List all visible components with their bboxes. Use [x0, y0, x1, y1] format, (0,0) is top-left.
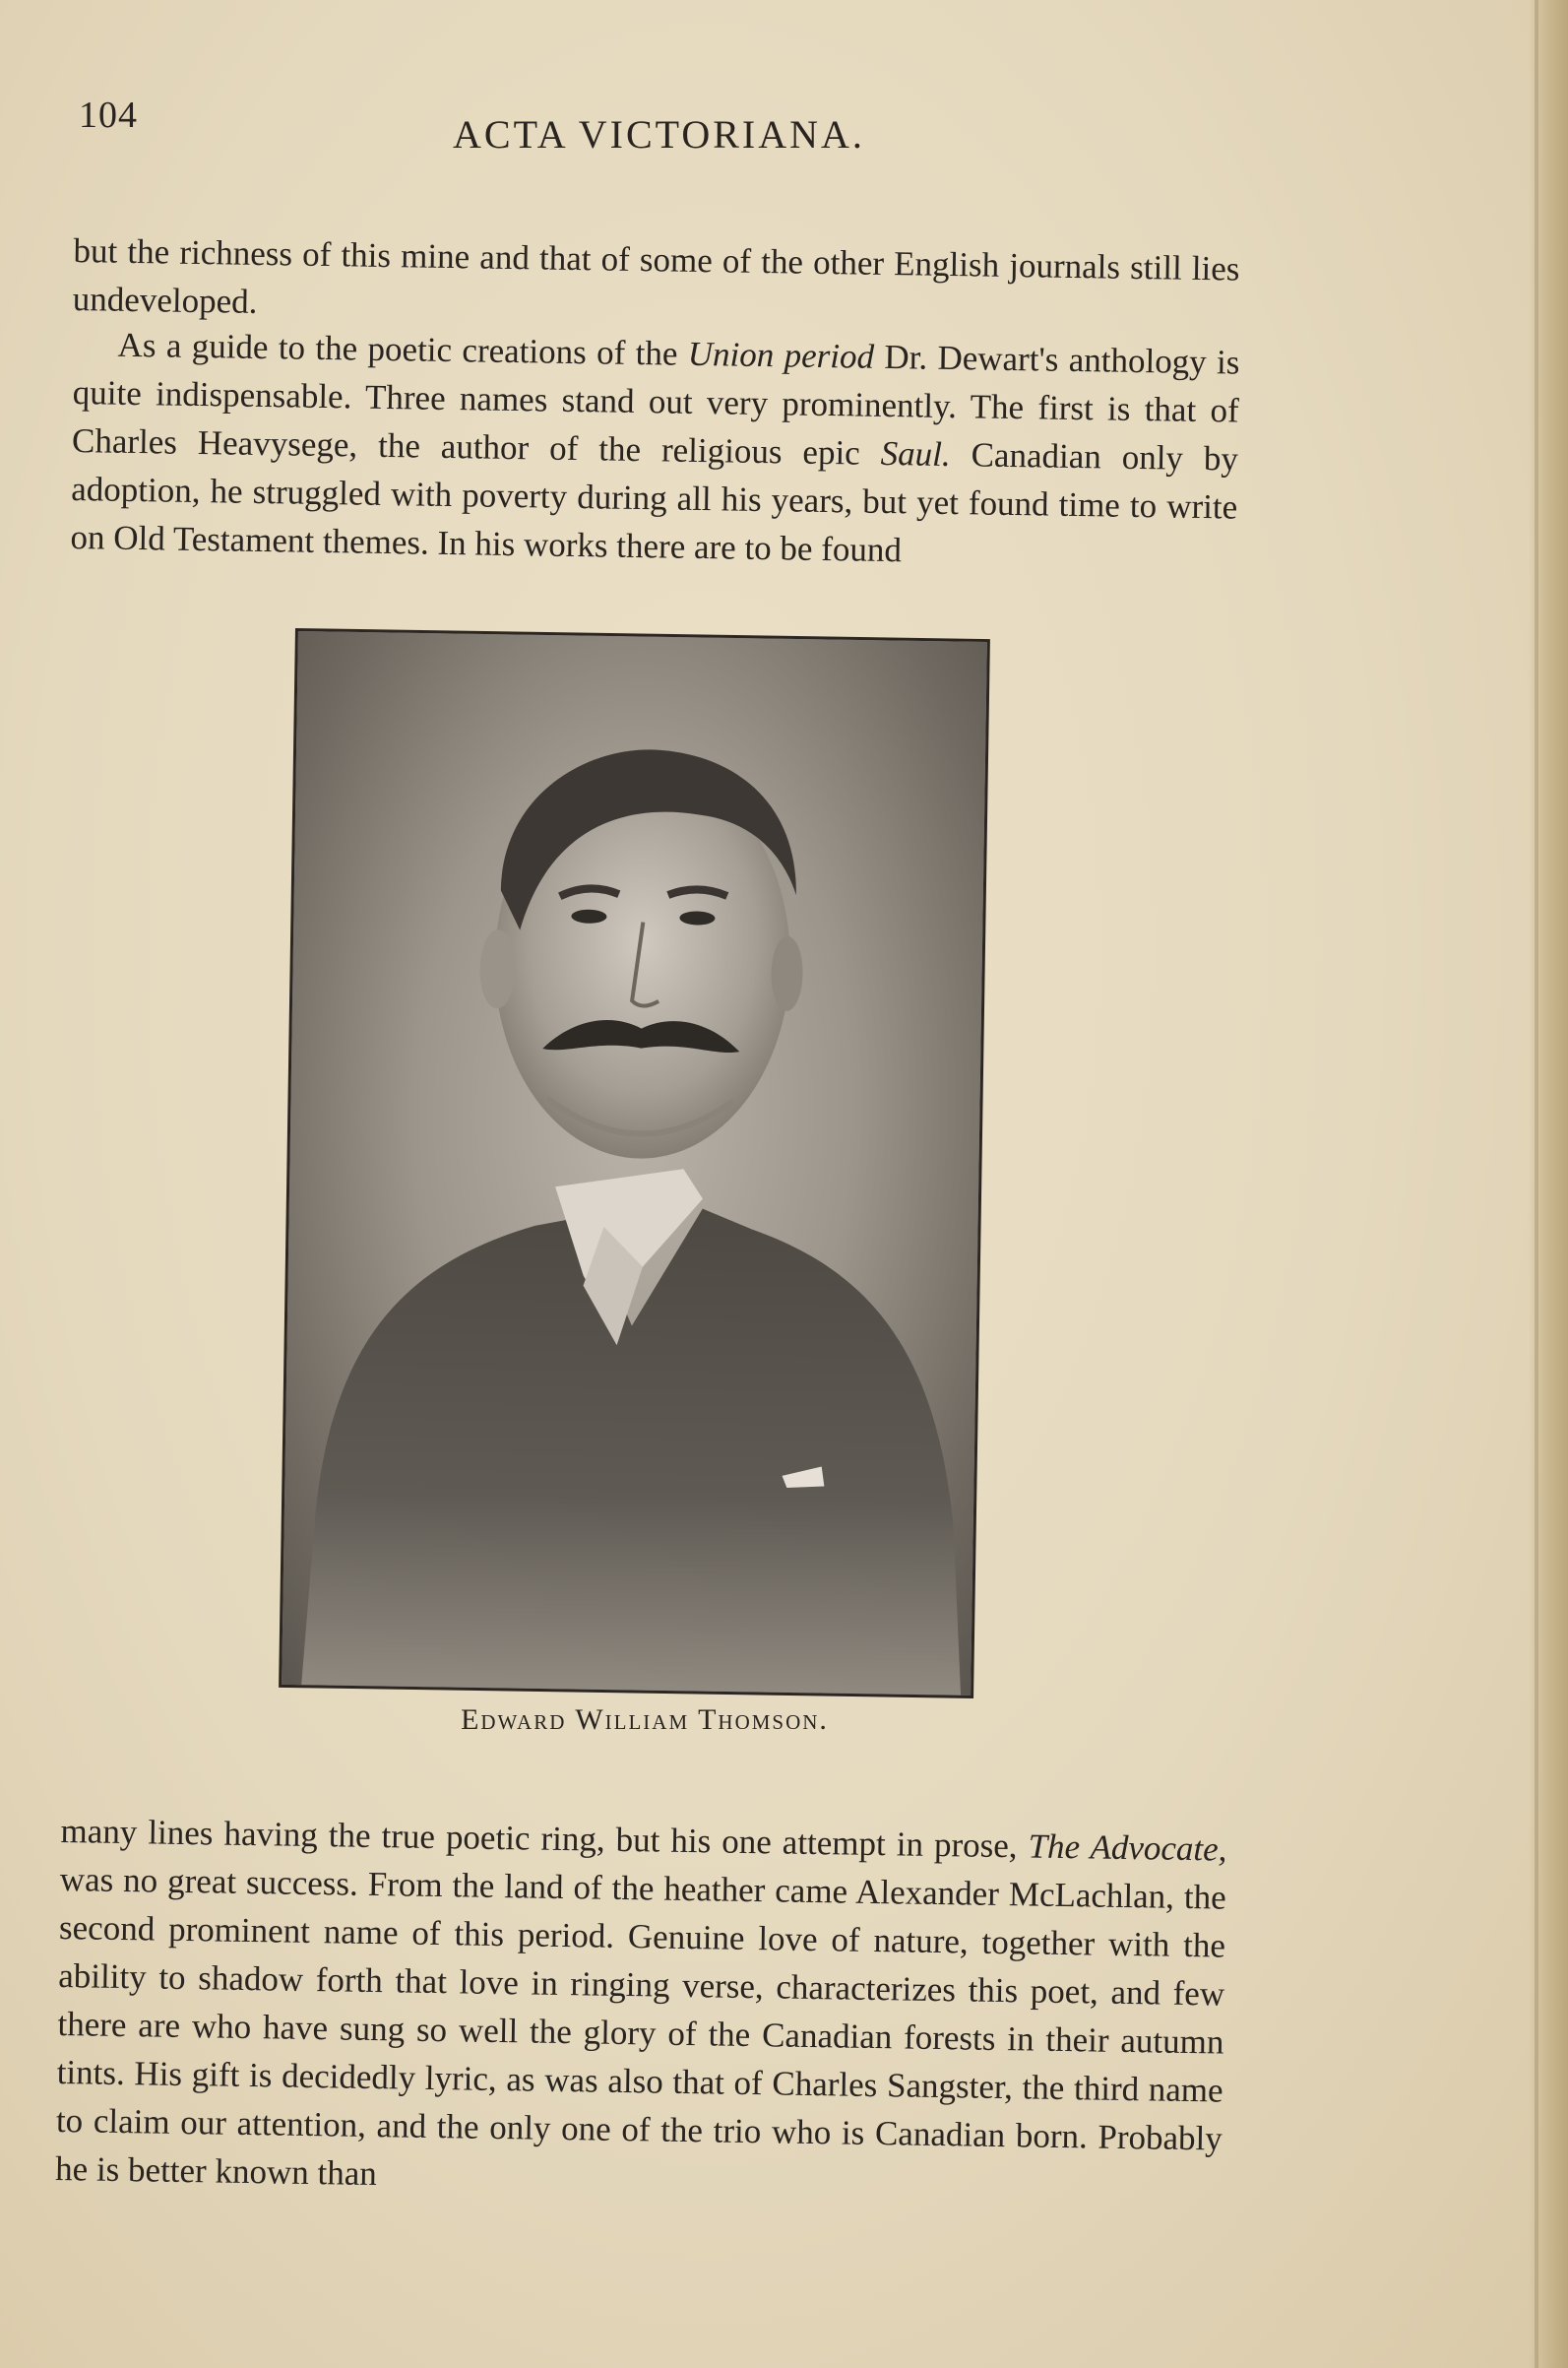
page-number: 104 — [79, 95, 138, 136]
paragraph-1: but the richness of this mine and that of some of the other English journals still lies undeveloped. — [72, 230, 1240, 321]
page-edge-shadow — [1535, 0, 1538, 2368]
paragraph-2-text-1: As a guide to the poetic creations of the — [117, 325, 689, 373]
portrait-photograph — [279, 628, 990, 1698]
paragraph-3-text-2: was no great success. From the land of the heather came Alexander McLachlan, the second prominent name of this period. Genuine love of nature, together with the ability to shadow forth that love in ringing verse, characterizes this poet, and few there are who have sung so well the glory of the Canadian forests in their autumn tints. His gift is decidedly lyric, as was also that of Charles Sangster, the third name to claim our attention, and the only one of the trio who is Canadian born. Probably he is better known than — [54, 1859, 1227, 2194]
paragraph-2-italic-saul: Saul. — [880, 433, 951, 475]
paragraph-2-text-3: Canadian only by adoption, he struggled with poverty during all his years, but yet found time to write on Old Testament themes. In his works there are to be found — [70, 435, 1239, 570]
running-title: ACTA VICTORIANA. — [453, 112, 865, 157]
paragraph-2-italic-union-period: Union period — [687, 334, 875, 376]
paragraph-2 — [70, 320, 1240, 580]
page-header — [79, 94, 1240, 157]
paragraph-3 — [55, 1807, 1227, 2211]
paragraph-3-text-1: many lines having the true poetic ring, but his one attempt in prose, — [60, 1811, 1029, 1866]
figure-caption: Edward William Thomson. — [461, 1703, 829, 1736]
paragraph-2-text-2: Dr. Dewart's anthology is quite indispensable. Three names stand out very prominently. The first is that of Charles Heavysege, the author of the religious epic — [71, 337, 1240, 473]
portrait-illustration — [282, 631, 987, 1696]
paragraph-3-italic-the-advocate: The Advocate, — [1028, 1826, 1227, 1869]
